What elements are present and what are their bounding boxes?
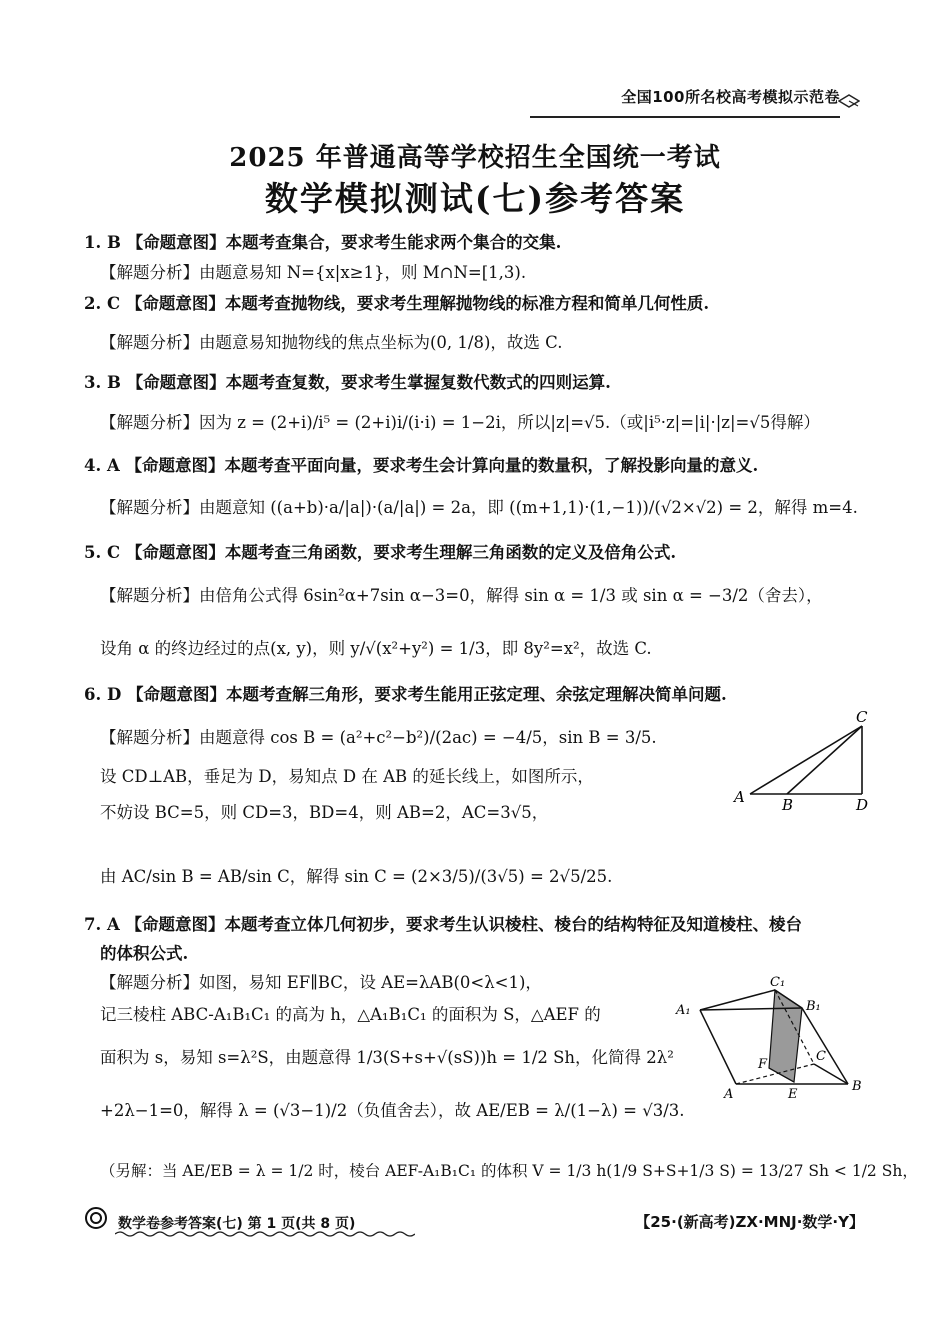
footer-wave-rule <box>115 1230 415 1238</box>
edge-a1c1 <box>700 990 775 1010</box>
label-b-7: B <box>852 1079 862 1094</box>
q7-analysis: 【解题分析】如图，易知 EF∥BC，设 AE=λAB(0<λ<1)， <box>100 973 542 992</box>
q4-analysis: 【解题分析】由题意知 ((a+b)·a/|a|)·(a/|a|) = 2a，即 ((m+1,1)·(1,−1))/(√2×√2) = 2，解得 m=4. <box>100 498 858 517</box>
q7-analysis-cont1: 记三棱柱 ABC-A₁B₁C₁ 的高为 h，△A₁B₁C₁ 的面积为 S，△AEF 的 <box>100 1005 601 1024</box>
label-c1: C₁ <box>770 975 786 990</box>
q7-analysis-cont3: +2λ−1=0，解得 λ = (√3−1)/2（负值舍去），故 AE/EB = λ/(1−λ) = √3/3. <box>100 1101 685 1120</box>
label-c: C <box>856 708 868 726</box>
q3-analysis: 【解题分析】因为 z = (2+i)/i⁵ = (2+i)i/(i·i) = 1−2i，所以|z|=√5.（或|i⁵·z|=|i|·|z|=√5得解） <box>100 413 820 432</box>
prism-figure-q7 <box>672 972 872 1108</box>
answer-title: 数学模拟测试(七)参考答案 <box>264 179 686 218</box>
q1-analysis: 【解题分析】由题意易知 N={x|x≥1}，则 M∩N=[1,3). <box>100 263 527 282</box>
q7-intent: 7. A 【命题意图】本题考查立体几何初步，要求考生认识棱柱、棱台的结构特征及知道棱柱、棱台 <box>84 915 803 934</box>
q2-intent: 2. C 【命题意图】本题考查抛物线，要求考生理解抛物线的标准方程和简单几何性质. <box>84 294 710 313</box>
header-rule <box>530 116 840 118</box>
q5-intent: 5. C 【命题意图】本题考查三角函数，要求考生理解三角函数的定义及倍角公式. <box>84 543 677 562</box>
label-f: F <box>758 1057 768 1072</box>
q6-intent: 6. D 【命题意图】本题考查解三角形，要求考生能用正弦定理、余弦定理解决简单问题. <box>84 685 727 704</box>
q6-analysis-cont3: 由 AC/sin B = AB/sin C，解得 sin C = (2×3/5)/(3√5) = 2√5/25. <box>100 867 613 886</box>
triangle-figure-q6 <box>728 708 878 818</box>
footer-code: 【25·(新高考)ZX·MNJ·数学·Y】 <box>635 1213 864 1231</box>
footer-page-info: 数学卷参考答案(七) 第 1 页(共 8 页) <box>118 1216 356 1232</box>
edge-bb1 <box>802 1008 848 1084</box>
q3-intent: 3. B 【命题意图】本题考查复数，要求考生掌握复数代数式的四则运算. <box>84 373 611 392</box>
label-c-7: C <box>816 1049 826 1064</box>
q4-intent: 4. A 【命题意图】本题考查平面向量，要求考生会计算向量的数量积，了解投影向量的意义. <box>84 456 759 475</box>
segment-ac <box>750 726 862 794</box>
q6-analysis: 【解题分析】由题意得 cos B = (a²+c²−b²)/(2ac) = −4/5，sin B = 3/5. <box>100 728 657 747</box>
label-b: B <box>782 796 794 814</box>
label-a: A <box>734 788 745 806</box>
q5-analysis: 【解题分析】由倍角公式得 6sin²α+7sin α−3=0，解得 sin α = 1/3 或 sin α = −3/2（舍去）， <box>100 586 823 605</box>
q7-alt-solution: （另解：当 AE/EB = λ = 1/2 时，棱台 AEF-A₁B₁C₁ 的体积 V = 1/3 h(1/9 S+S+1/3 S) = 13/27 Sh < 1/2 Sh， <box>100 1162 918 1180</box>
label-b1: B₁ <box>806 999 821 1014</box>
q6-analysis-cont1: 设 CD⊥AB，垂足为 D，易知点 D 在 AB 的延长线上，如图所示， <box>100 767 594 786</box>
q7-analysis-cont2: 面积为 s，易知 s=λ²S，由题意得 1/3(S+s+√(sS))h = 1/2 Sh，化简得 2λ² <box>100 1048 674 1067</box>
series-name: 全国100所名校高考模拟示范卷 <box>621 88 840 106</box>
label-e: E <box>788 1087 798 1102</box>
q5-analysis-cont: 设角 α 的终边经过的点(x, y)，则 y/√(x²+y²) = 1/3，即 8y²=x²，故选 C. <box>100 639 652 658</box>
q2-analysis: 【解题分析】由题意易知抛物线的焦点坐标为(0, 1/8)，故选 C. <box>100 333 563 352</box>
label-d: D <box>856 796 869 814</box>
segment-bc <box>787 726 862 794</box>
edge-cb <box>814 1064 848 1084</box>
edge-aa1 <box>700 1010 736 1084</box>
mortarboard-icon <box>838 94 860 108</box>
q7-intent-cont: 的体积公式. <box>100 944 189 963</box>
q6-analysis-cont2: 不妨设 BC=5，则 CD=3，BD=4，则 AB=2，AC=3√5， <box>100 803 549 822</box>
school-logo-icon <box>84 1206 108 1230</box>
q1-intent: 1. B 【命题意图】本题考查集合，要求考生能求两个集合的交集. <box>84 233 562 252</box>
label-a-7: A <box>724 1087 734 1102</box>
exam-title: 2025 年普通高等学校招生全国统一考试 <box>229 143 721 173</box>
label-a1: A₁ <box>676 1003 691 1018</box>
